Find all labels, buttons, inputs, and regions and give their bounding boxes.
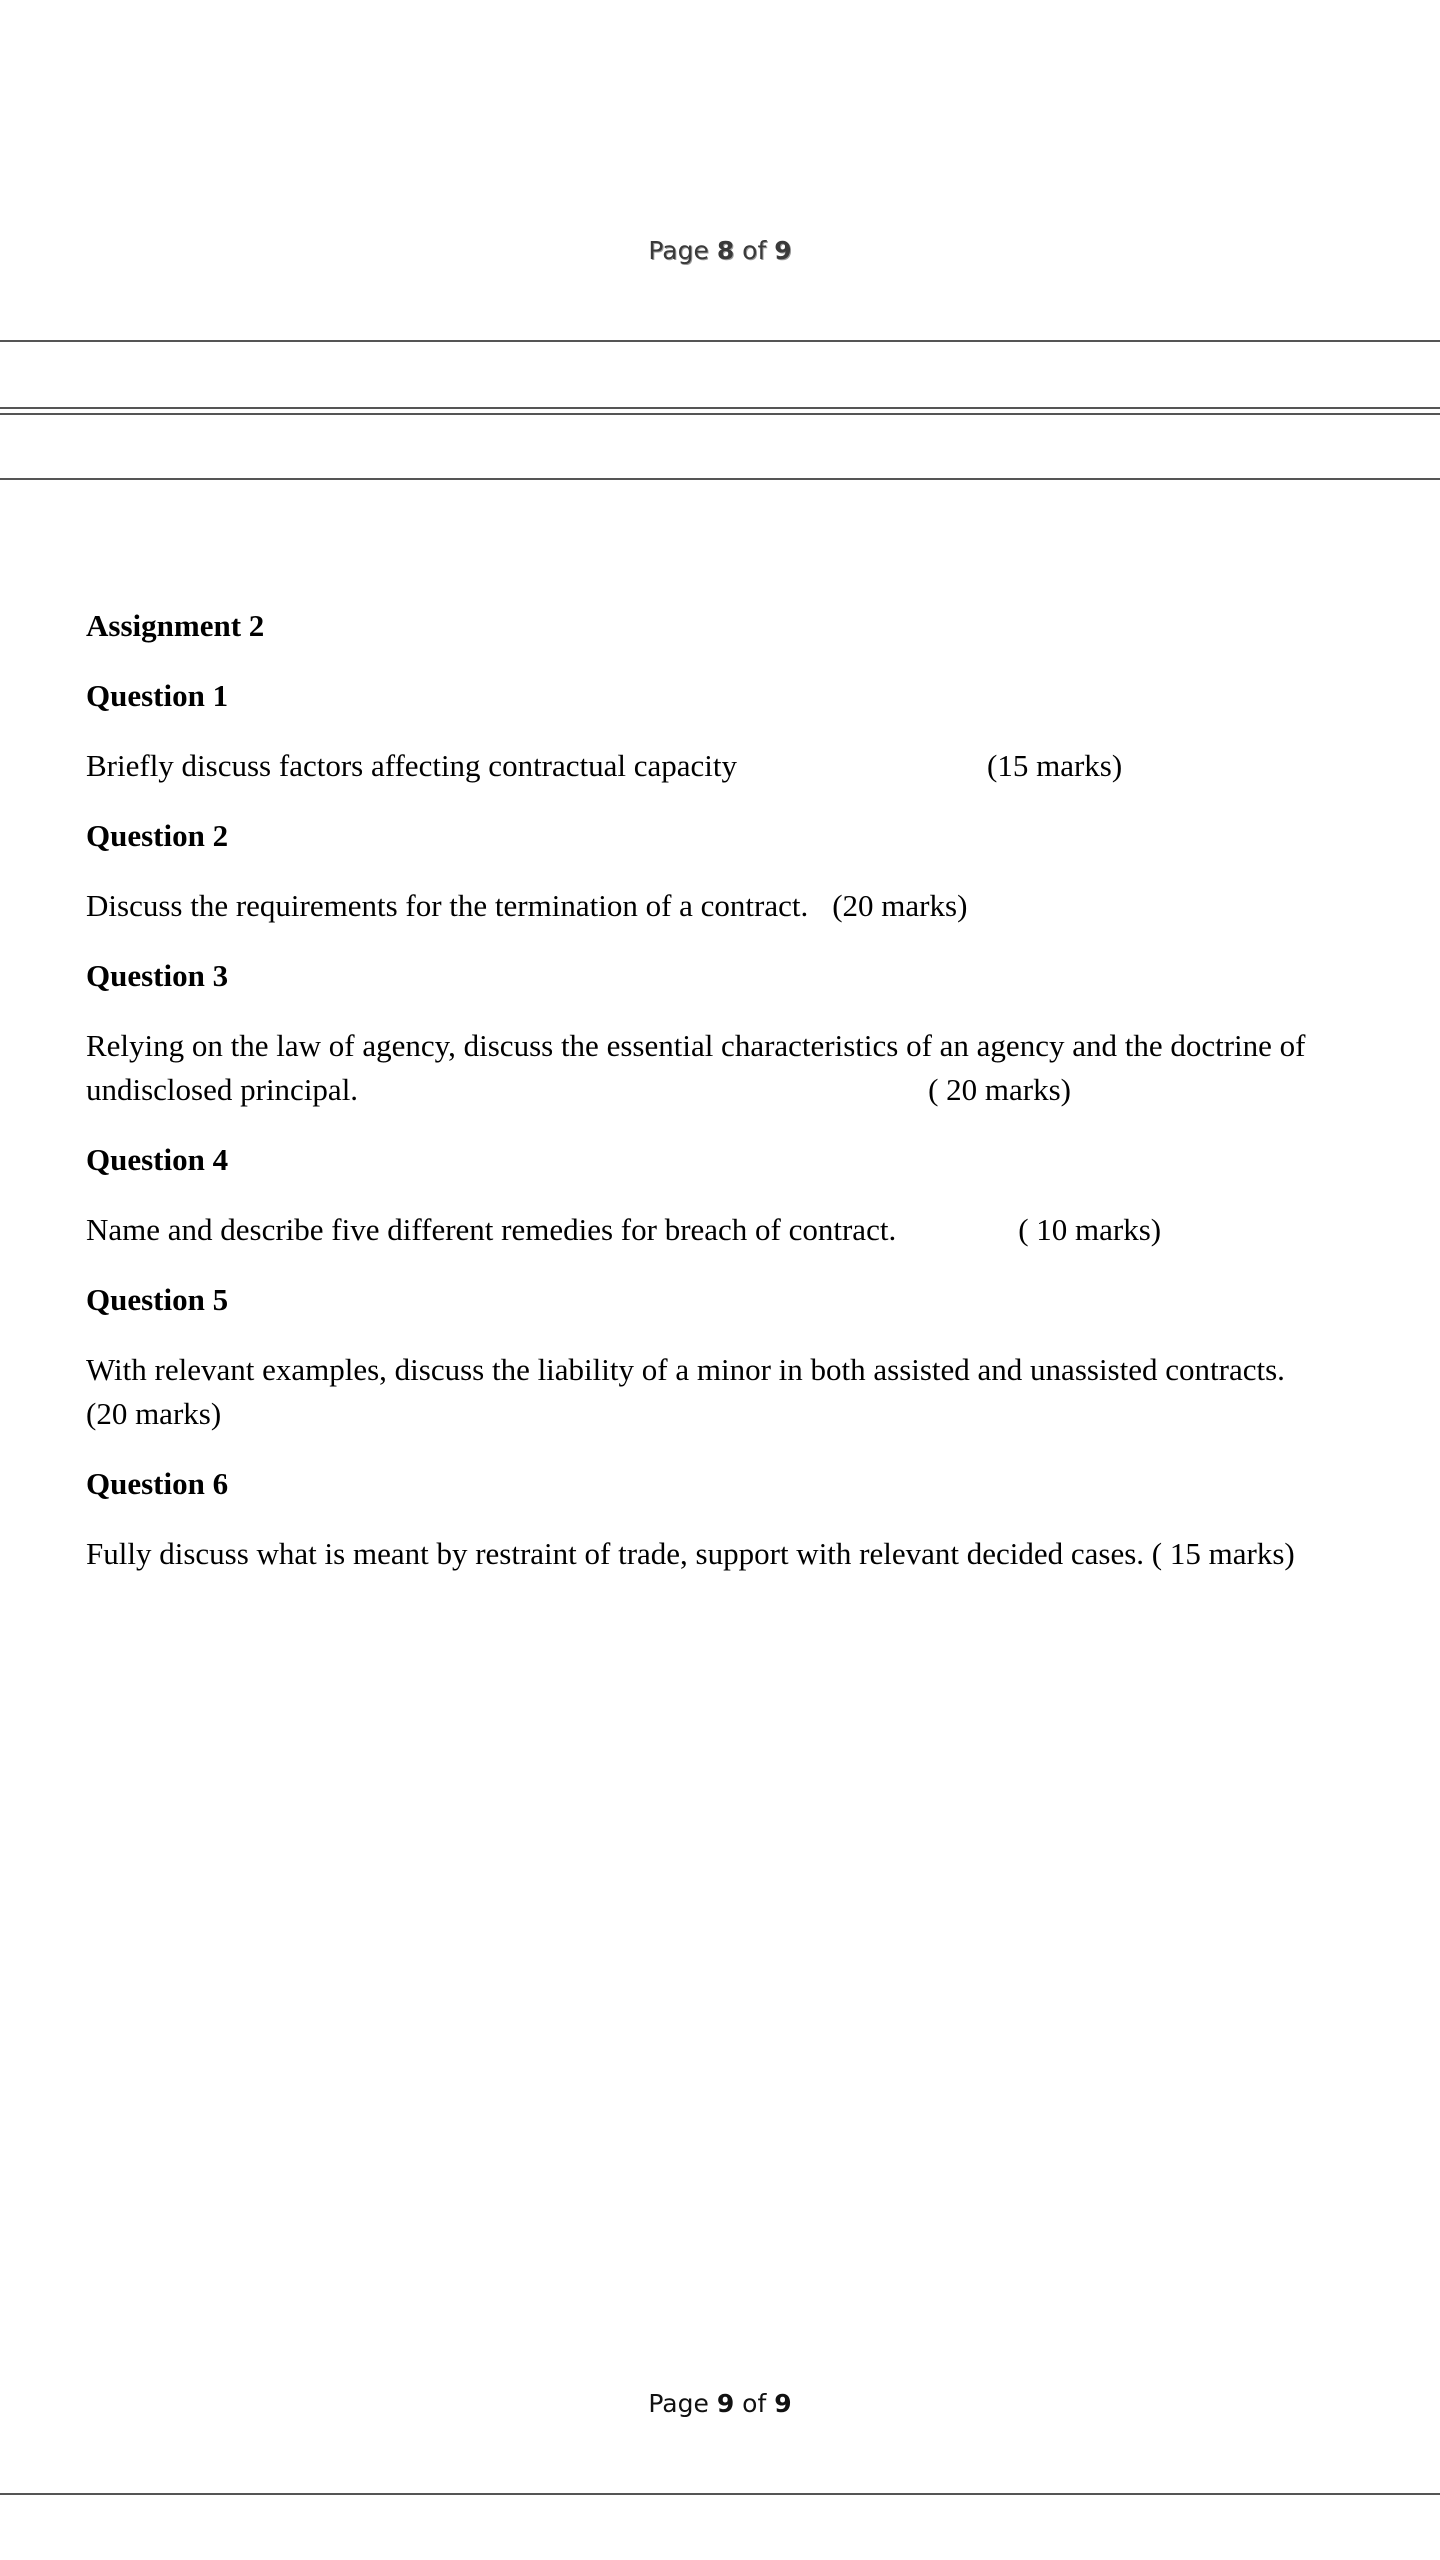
page-break-divider	[0, 407, 1440, 415]
question-3-marks: ( 20 marks)	[928, 1072, 1071, 1107]
question-4-marks: ( 10 marks)	[1018, 1212, 1162, 1247]
question-5-text: With relevant examples, discuss the liability of a minor in both assisted and unassisted contracts. (20 marks)	[86, 1352, 1285, 1431]
question-4-text: Name and describe five different remedies for breach of contract. ( 10 marks)	[86, 1212, 1162, 1247]
question-1-heading: Question 1	[86, 678, 229, 713]
question-3-text: Relying on the law of agency, discuss the essential characteristics of an agency and the doctrine of undisclosed principal. ( 20 marks)	[86, 1028, 1314, 1107]
question-1-marks: (15 marks)	[987, 748, 1123, 783]
question-3-heading: Question 3	[86, 958, 229, 993]
question-6-marks: ( 15 marks)	[1151, 1536, 1295, 1571]
question-5-heading: Question 5	[86, 1282, 229, 1317]
question-1-text: Briefly discuss factors affecting contractual capacity (15 marks)	[86, 748, 1123, 783]
page-top-rule	[0, 478, 1440, 480]
question-2-marks: (20 marks)	[832, 888, 968, 923]
question-4-heading: Question 4	[86, 1142, 229, 1177]
question-6-text: Fully discuss what is meant by restraint of trade, support with relevant decided cases. ( 15 marks)	[86, 1536, 1295, 1571]
question-6-heading: Question 6	[86, 1466, 229, 1501]
footer-rule	[0, 2493, 1440, 2495]
previous-page-number: Page 8 of 9	[648, 236, 792, 265]
page-number: Page 9 of 9	[648, 2389, 792, 2418]
assignment-title: Assignment 2	[86, 608, 265, 643]
question-5-marks: (20 marks)	[86, 1396, 222, 1431]
assignment-content	[86, 604, 1376, 1602]
question-2-heading: Question 2	[86, 818, 229, 853]
page-bottom-rule	[0, 340, 1440, 342]
question-2-text: Discuss the requirements for the termination of a contract. (20 marks)	[86, 888, 968, 923]
